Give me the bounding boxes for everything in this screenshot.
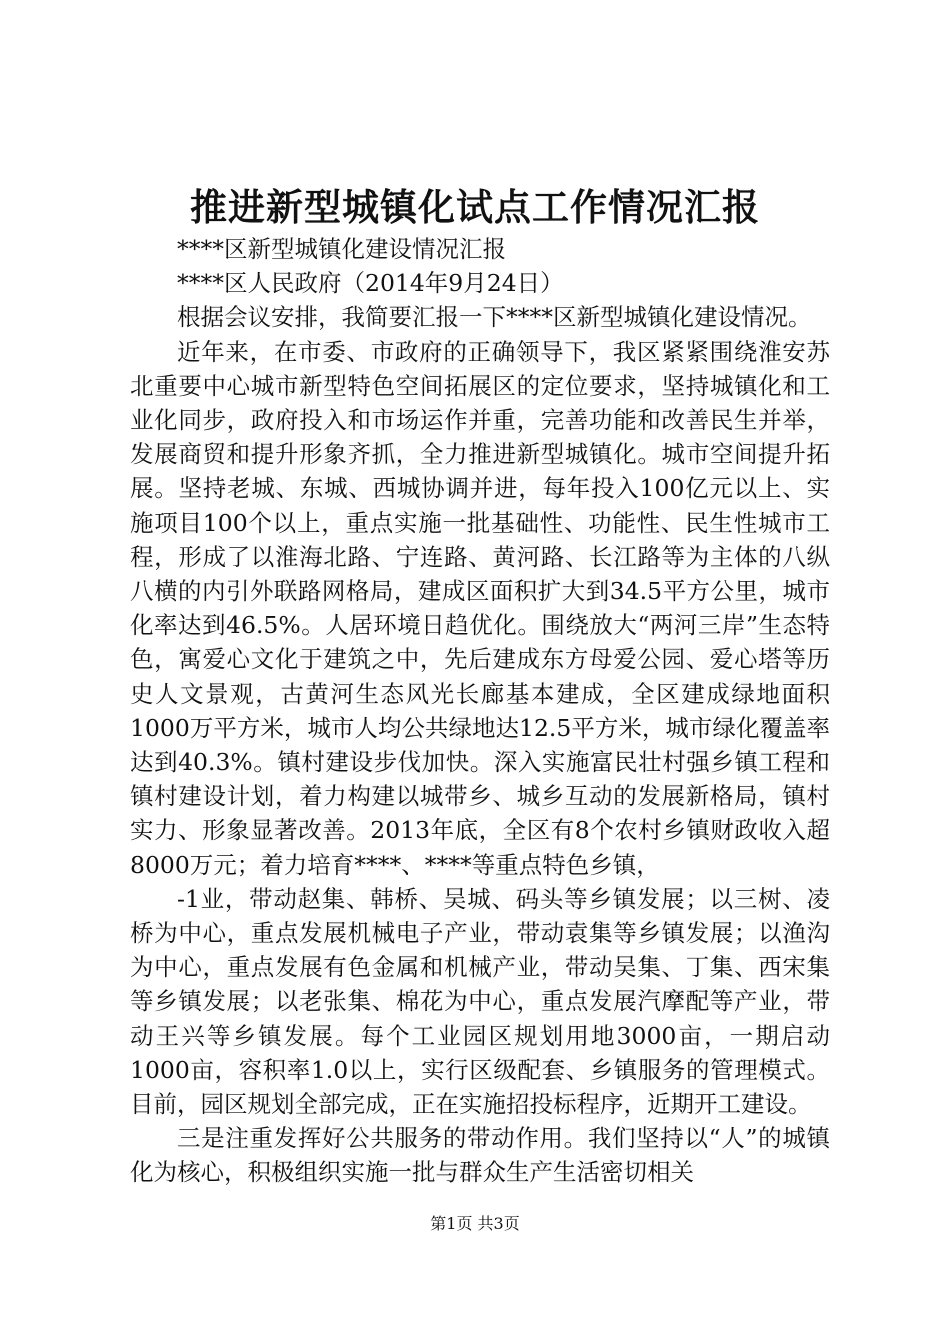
- subtitle-paragraph: ****区新型城镇化建设情况汇报: [177, 235, 506, 263]
- body-paragraph: 三是注重发挥好公共服务的带动作用。我们坚持以“人”的城镇化为核心，积极组织实施一批与群众生产生活密切相关: [130, 1124, 830, 1187]
- document-body: [130, 232, 830, 1190]
- intro-paragraph: 根据会议安排，我简要汇报一下****区新型城镇化建设情况。: [177, 303, 812, 332]
- issuer-paragraph: ****区人民政府（2014年9月24日）: [177, 269, 564, 298]
- body-paragraph: 近年来，在市委、市政府的正确领导下，我区紧紧围绕淮安苏北重要中心城市新型特色空间拓展区的定位要求，坚持城镇化和工业化同步，政府投入和市场运作并重，完善功能和改善民生并举，发展商贸和提升形象齐抓，全力推进新型城镇化。城市空间提升拓展。坚持老城、东城、西城协调并进，每年投入100亿元以上、实施项目100个以上，重点实施一批基础性、功能性、民生性城市工程，形成了以淮海北路、宁连路、黄河路、长江路等为主体的八纵八横的内引外联路网格局，建成区面积扩大到34.5平方公里，城市化率达到46.5%。人居环境日趋优化。围绕放大“两河三岸”生态特色，寓爱心文化于建筑之中，先后建成东方母爱公园、爱心塔等历史人文景观，古黄河生态风光长廊基本建成，全区建成绿地面积1000万平方米，城市人均公共绿地达12.5平方米，城市绿化覆盖率达到40.3%。镇村建设步伐加快。深入实施富民壮村强乡镇工程和镇村建设计划，着力构建以城带乡、城乡互动的发展新格局，镇村实力、形象显著改善。2013年底，全区有8个农村乡镇财政收入超8000万元；着力培育****、****等重点特色乡镇，: [130, 337, 830, 879]
- document-title: 推进新型城镇化试点工作情况汇报: [190, 186, 760, 229]
- page-number-footer: 第1页 共3页: [430, 1214, 520, 1233]
- body-paragraph: -1业，带动赵集、韩桥、吴城、码头等乡镇发展；以三树、凌桥为中心，重点发展机械电子产业，带动袁集等乡镇发展；以渔沟为中心，重点发展有色金属和机械产业，带动吴集、丁集、西宋集等乡镇发展；以老张集、棉花为中心，重点发展汽摩配等产业，带动王兴等乡镇发展。每个工业园区规划用地3000亩，一期启动1000亩，容积率1.0以上，实行区级配套、乡镇服务的管理模式。目前，园区规划全部完成，正在实施招投标程序，近期开工建设。: [130, 884, 830, 1119]
